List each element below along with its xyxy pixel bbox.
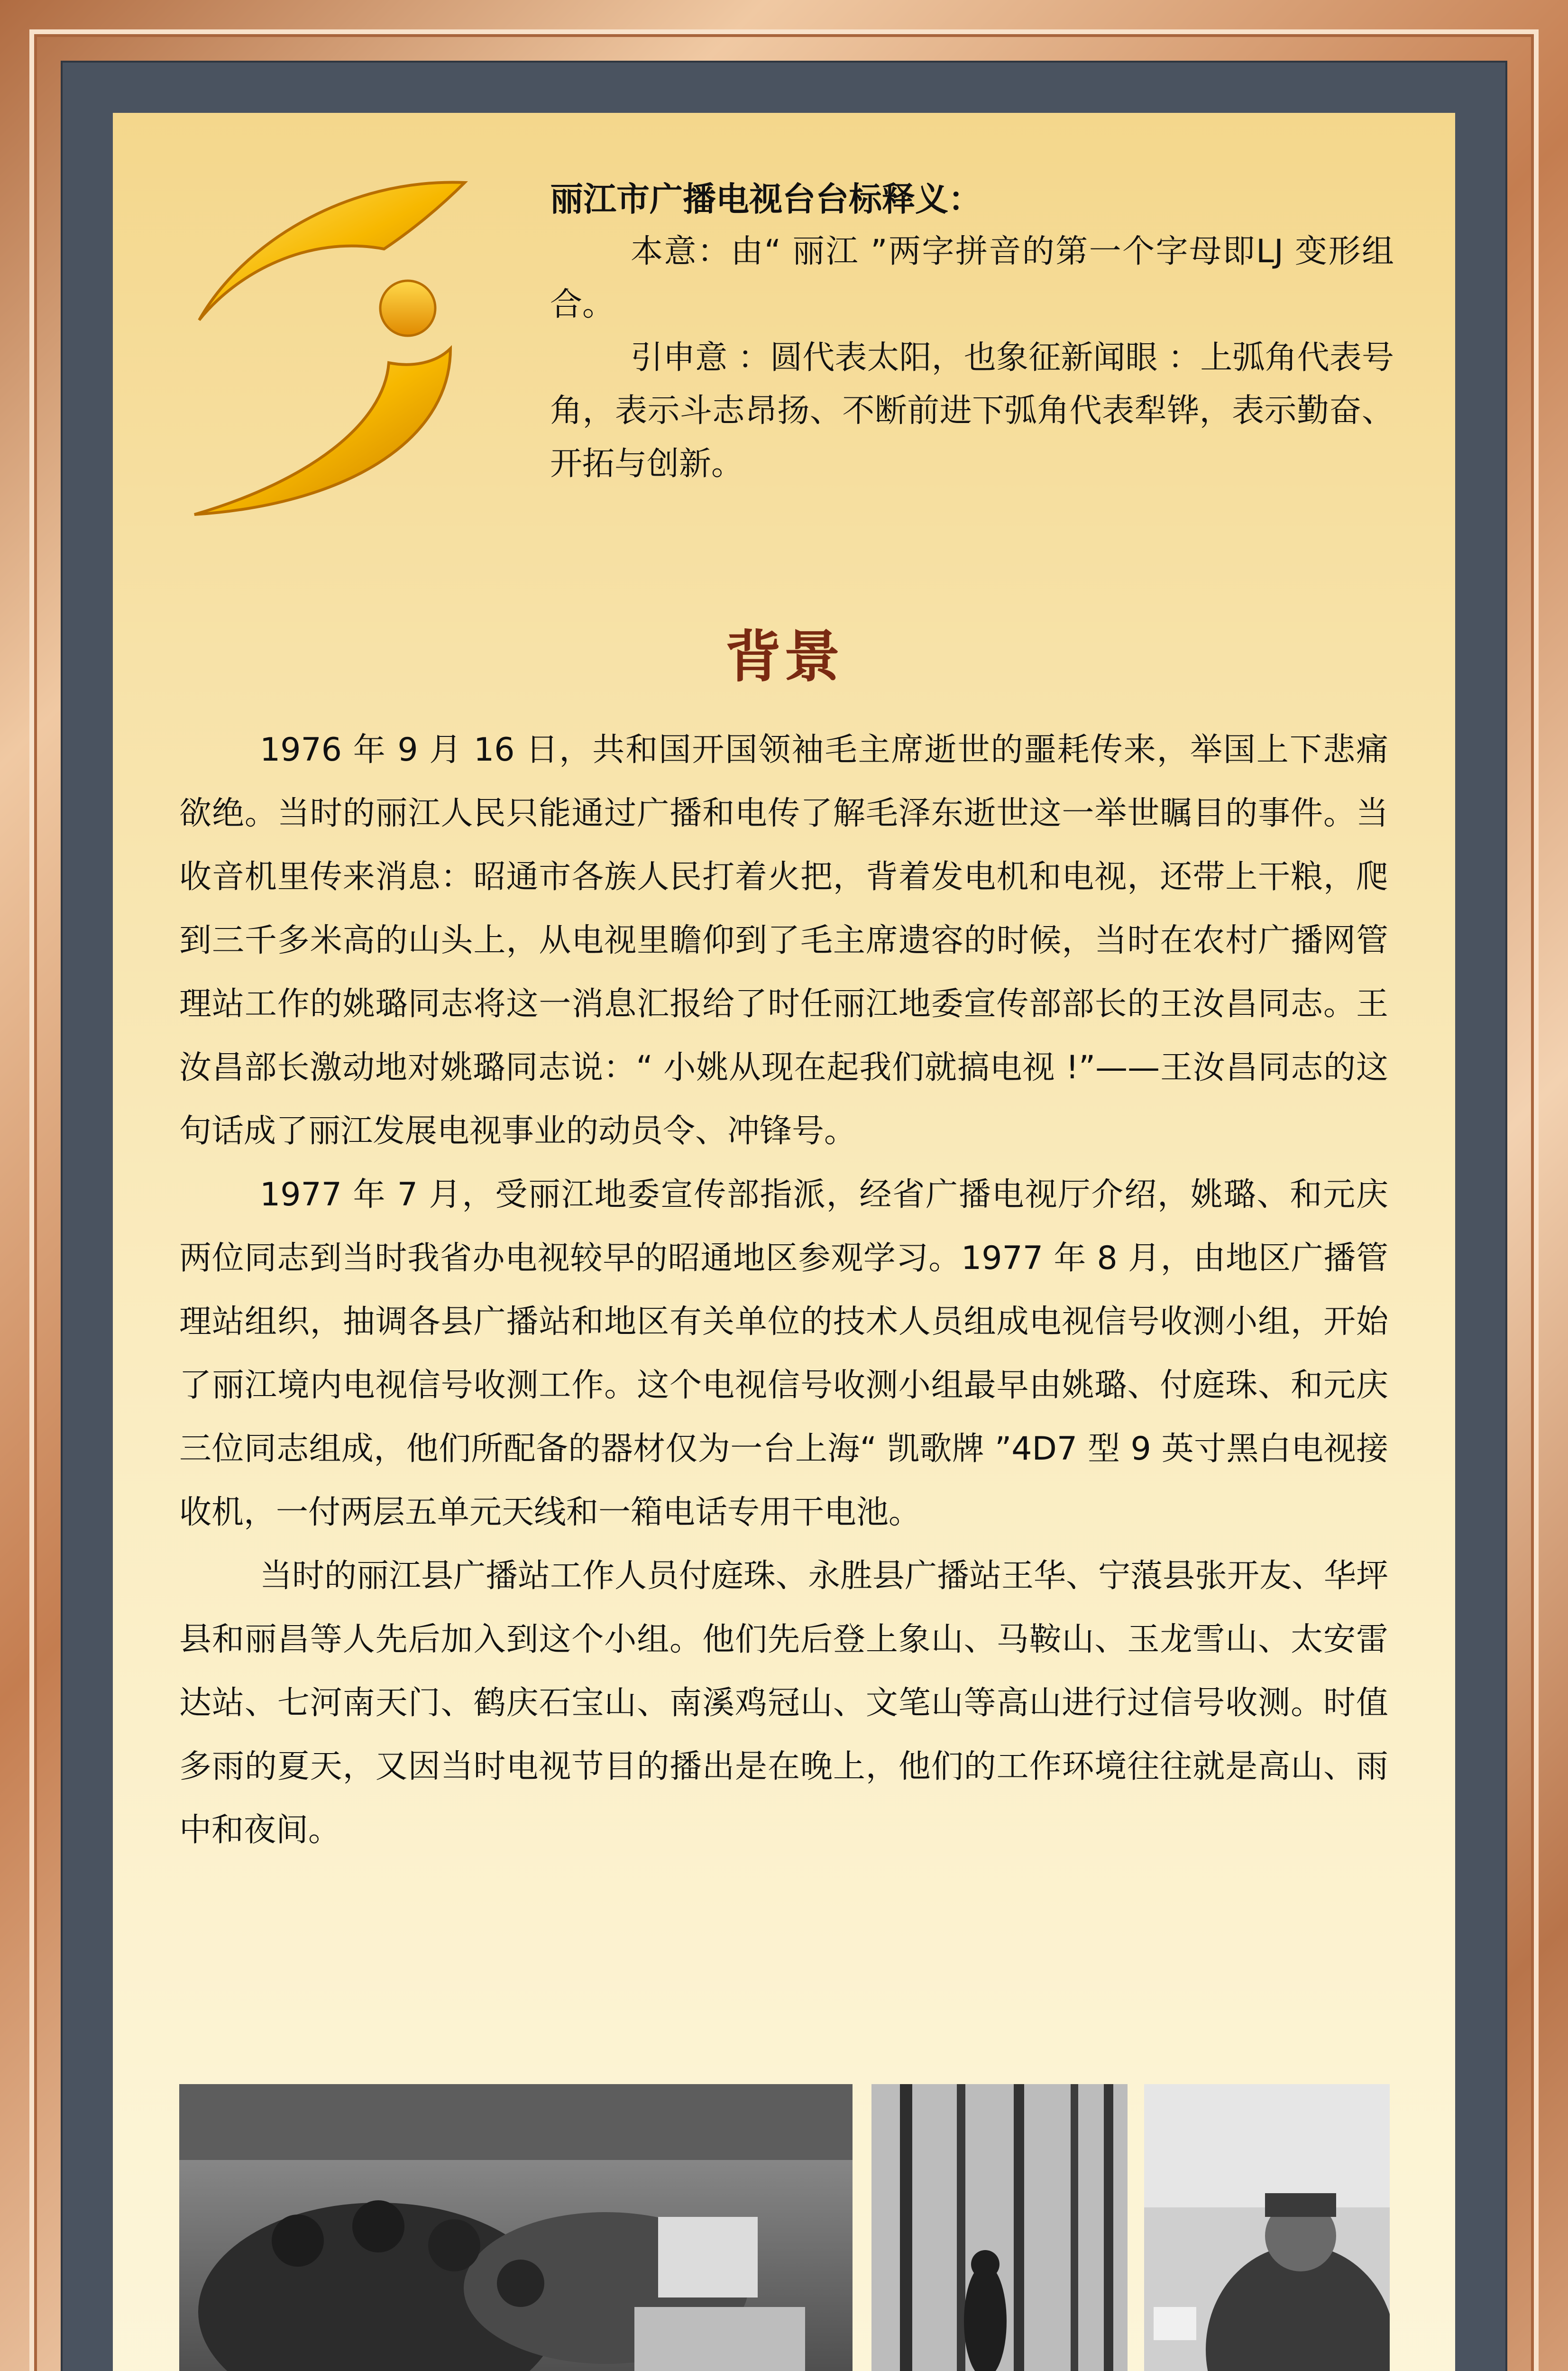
- photo-signal-team: [179, 2084, 853, 2371]
- emblem-extended-meaning: 引申意 ：圆代表太阳，也象征新闻眼 ：上弧角代表号角，表示斗志昂扬、不断前进下弧角代表犁铧，表示勤奋、开拓与创新。: [550, 339, 1394, 483]
- background-text: [179, 718, 1388, 1862]
- station-logo-icon: [185, 178, 474, 522]
- emblem-explanation: [550, 173, 1394, 491]
- paragraph: 1977 年 7 月，受丽江地委宣传部指派，经省广播电视厅介绍，姚璐、和元庆两位同志到当时我省办电视较早的昭通地区参观学习。1977 年 8 月，由地区广播管理站组织，抽调各县广播站和地区有关单位的技术人员组成电视信号收测小组，开始了丽江境内电视信号收测工作。这个电视信号收测小组最早由姚璐、付庭珠、和元庆三位同志组成，他们所配备的器材仅为一台上海“ 凯歌牌 ”4D7 型 9 英寸黑白电视接收机，一付两层五单元天线和一箱电话专用干电池。: [179, 1176, 1388, 1531]
- photo-old-technician: [1144, 2084, 1390, 2371]
- paragraph: 1976 年 9 月 16 日，共和国开国领袖毛主席逝世的噩耗传来，举国上下悲痛欲绝。当时的丽江人民只能通过广播和电传了解毛泽东逝世这一举世瞩目的事件。当收音机里传来消息：昭通市各族人民打着火把，背着发电机和电视，还带上干粮，爬到三千多米高的山头上，从电视里瞻仰到了毛主席遗容的时候，当时在农村广播网管理站工作的姚璐同志将这一消息汇报给了时任丽江地委宣传部部长的王汝昌同志。王汝昌部长激动地对姚璐同志说：“ 小姚从现在起我们就搞电视 !”——王汝昌同志的这句话成了丽江发展电视事业的动员令、冲锋号。: [179, 731, 1388, 1150]
- photo-forest-walker: [871, 2084, 1128, 2371]
- section-title: 背景: [725, 624, 843, 689]
- emblem-title: 丽江市广播电视台台标释义：: [550, 180, 981, 219]
- emblem-meaning: 本意：由“ 丽江 ”两字拼音的第一个字母即LJ 变形组合。: [550, 233, 1394, 323]
- paragraph: 当时的丽江县广播站工作人员付庭珠、永胜县广播站王华、宁蒗县张开友、华坪县和丽昌等人先后加入到这个小组。他们先后登上象山、马鞍山、玉龙雪山、太安雷达站、七河南天门、鹤庆石宝山、南溪鸡冠山、文笔山等高山进行过信号收测。时值多雨的夏天，又因当时电视节目的播出是在晚上，他们的工作环境往往就是高山、雨中和夜间。: [179, 1557, 1389, 1849]
